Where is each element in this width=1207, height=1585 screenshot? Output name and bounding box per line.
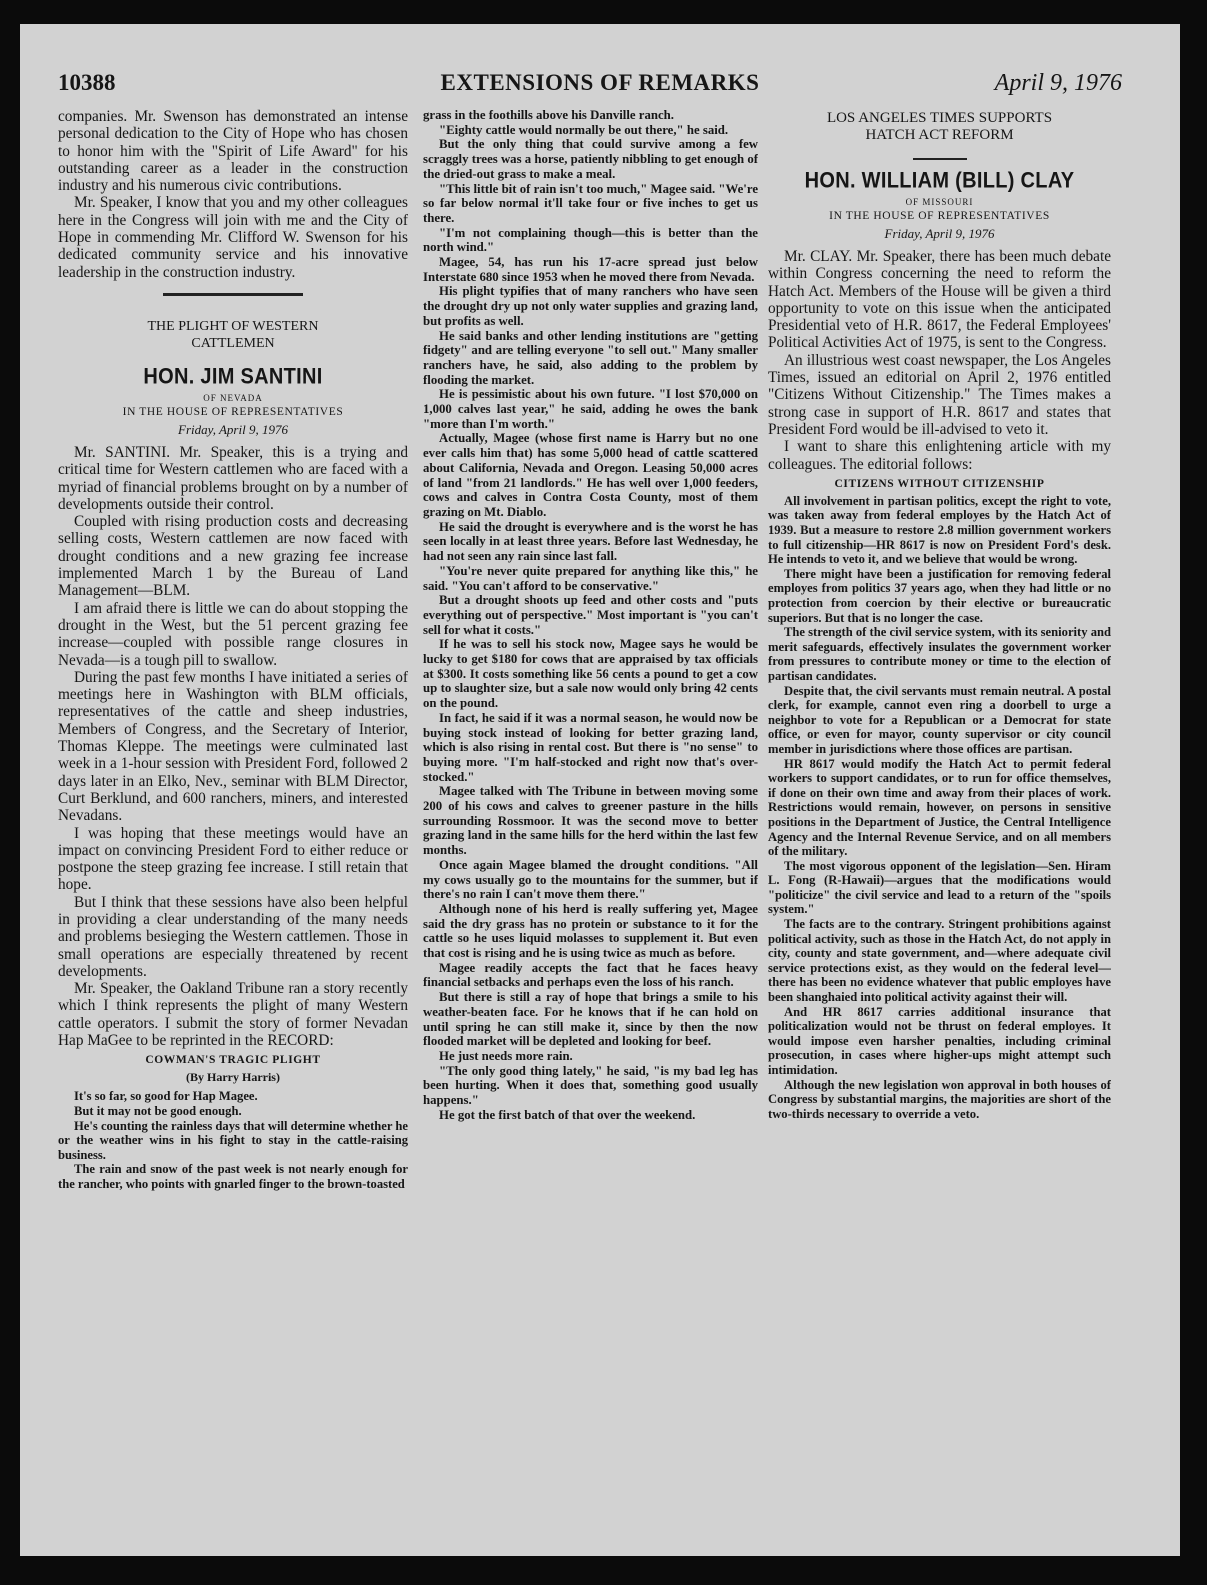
paragraph: But it may not be good enough.	[74, 1103, 242, 1118]
paragraph: It's so far, so good for Hap Magee.	[74, 1089, 258, 1104]
chamber-line: IN THE HOUSE OF REPRESENTATIVES	[829, 210, 1050, 222]
reprint-byline: (By Harry Harris)	[186, 1070, 280, 1085]
paragraph: He said the drought is everywhere and is the worst he has seen locally in at least three years. Before last Wednesday, he had not seen any rain since last fall.	[423, 519, 758, 564]
editorial-title: CITIZENS WITHOUT CITIZENSHIP	[834, 477, 1045, 490]
title-line: THE PLIGHT OF WESTERN	[147, 318, 319, 334]
paragraph: Although the new legislation won approval in both houses of Congress by substantial margins, the majorities are short of the two-thirds necessary to override a veto.	[768, 1077, 1111, 1121]
speaker-name: HON. JIM SANTINI	[143, 364, 323, 390]
column-1	[58, 108, 408, 1192]
title-line: CATTLEMEN	[191, 335, 275, 351]
document-page	[20, 24, 1180, 1556]
paragraph: He's counting the rainless days that will determine whether he or the weather wins in his fight to stay in the cattle-raising business.	[58, 1118, 408, 1162]
editorial-body	[768, 494, 1111, 1122]
remarks-date: Friday, April 9, 1976	[884, 226, 995, 241]
paragraph: grass in the foothills above his Danville ranch.	[423, 108, 674, 122]
paragraph: I want to share this enlightening article with my colleagues. The editorial follows:	[768, 438, 1111, 473]
paragraph: There might have been a justification for removing federal employes from politics 37 years ago, when they had little or no protection from coercion by their elective or bureaucratic superiors. But that is no longer the case.	[768, 566, 1111, 625]
santini-intro	[58, 108, 408, 281]
speaker-state: OF NEVADA	[203, 392, 263, 403]
paragraph: Coupled with rising production costs and decreasing selling costs, Western cattlemen are now faced with drought conditions and a new grazing fee increase implemented March 1 by the Bureau of Land Management—BLM.	[58, 513, 408, 600]
paragraph: But a drought shoots up feed and other costs and "puts everything out of perspective." Most important is "you can't sell for what it costs."	[423, 593, 758, 637]
paragraph: "Eighty cattle would normally be out there," he said.	[439, 122, 729, 137]
section-divider	[913, 158, 967, 160]
remarks-date: Friday, April 9, 1976	[178, 421, 288, 437]
paragraph: He got the first batch of that over the weekend.	[439, 1107, 696, 1122]
paragraph: The rain and snow of the past week is not nearly enough for the rancher, who points with gnarled finger to the brown-toasted	[58, 1162, 408, 1191]
paragraph: Mr. Speaker, I know that you and my other colleagues here in the Congress will join with me and the City of Hope in commending Mr. Clifford W. Swenson for his dedicated community service and his innovative leadership in the construction industry.	[58, 194, 408, 281]
paragraph: Although none of his herd is really suffering yet, Magee said the dry grass has no protein or substance to it for the cattle so he uses liquid molasses to supplement it. But even that cost is rising and he is using twice as much as before.	[423, 901, 758, 961]
reprint-title: COWMAN'S TRAGIC PLIGHT	[145, 1054, 321, 1067]
column-3	[768, 108, 1111, 1121]
paragraph: He is pessimistic about his own future. "I lost $70,000 on 1,000 calves last year," he said, adding he owes the bank "more than I'm worth."	[423, 387, 758, 431]
paragraph: I was hoping that these meetings would have an impact on convincing President Ford to either reduce or postpone the steep grazing fee increase. I still retain that hope.	[58, 824, 408, 894]
paragraph: I am afraid there is little we can do about stopping the drought in the West, but the 51 percent grazing fee increase—coupled with possible range closures in Nevada—is a tough pill to swallow.	[58, 599, 408, 669]
reprint-continued	[423, 108, 758, 1123]
paragraph: All involvement in partisan politics, except the right to vote, was taken away from federal employes by the Hatch Act of 1939. But a measure to restore 2.8 million government workers to full citizenship—HR 8617 is now on President Ford's desk. He intends to veto it, and we believe that would be wrong.	[768, 493, 1111, 567]
paragraph: And HR 8617 carries additional insurance that politicalization would not be thrust on federal employes. It would impose even harsher penalties, including criminal prosecution, in cases where higher-ups might attempt such intimidation.	[768, 1004, 1111, 1078]
santini-remarks	[58, 444, 408, 1049]
paragraph: During the past few months I have initiated a series of meetings here in Washington with BLM officials, representatives of the cattle and sheep industries, Members of Congress, and the Secretary of Interior, Thomas Kleppe. The meetings were culminated last week in a 1-hour session with President Ford, followed 2 days later in an Elko, Nev., seminar with BLM Director, Curt Berklund, and 600 ranchers, miners, and interested Nevadans.	[58, 668, 408, 825]
section-title: EXTENSIONS OF REMARKS	[440, 70, 760, 95]
paragraph: Mr. SANTINI. Mr. Speaker, this is a trying and critical time for Western cattlemen who are faced with a myriad of financial problems brought on by a number of developments outside their control.	[58, 443, 408, 513]
section-divider	[163, 293, 303, 296]
paragraph: Mr. Speaker, the Oakland Tribune ran a story recently which I think represents the plight of many Western cattle operators. I submit the story of former Nevadan Hap MaGee to be reprinted in the RECORD:	[58, 980, 408, 1050]
page-header	[20, 70, 1180, 110]
paragraph: Magee, 54, has run his 17-acre spread just below Interstate 680 since 1953 when he moved there from Nevada.	[423, 255, 758, 284]
reprint-body	[58, 1089, 408, 1191]
paragraph: Magee talked with The Tribune in between moving some 200 of his cows and calves to greener pasture in the hills surrounding Rossmoor. It was the second move to better grazing land in the same hills for the herd within the last few months.	[423, 784, 758, 858]
paragraph: His plight typifies that of many ranchers who have seen the drought dry up not only water supplies and grazing land, but profits as well.	[423, 284, 758, 328]
speaker-name: HON. WILLIAM (BILL) CLAY	[804, 168, 1075, 194]
paragraph: Despite that, the civil servants must remain neutral. A postal clerk, for example, cannot even ring a doorbell to urge a neighbor to vote for a Republican or a Democrat for state office, or even for mayor, county supervisor or city council member in jurisdictions where those offices are partisan.	[768, 683, 1111, 756]
paragraph: HR 8617 would modify the Hatch Act to permit federal workers to support candidates, or to run for office themselves, if done on their own time and away from their places of work. Restrictions would remain, however, on persons in sensitive positions in the Department of Justice, the Central Intelligence Agency and the Internal Revenue Service, and on all members of the military.	[768, 756, 1111, 859]
paragraph: But I think that these sessions have also been helpful in providing a clear understanding of the many needs and problems besieging the Western cattlemen. Those in small operations are especially threatened by recent developments.	[58, 893, 408, 980]
paragraph: "I'm not complaining though—this is better than the north wind."	[423, 225, 758, 255]
paragraph: He said banks and other lending institutions are "getting fidgety" and are telling everyone "to sell out." Many smaller ranchers have, he said, also adding to the problem by flooding the market.	[423, 328, 758, 387]
paragraph: "The only good thing lately," he said, "is my bad leg has been hurting. When it does that, something good usually happens."	[423, 1063, 758, 1108]
chamber-line: IN THE HOUSE OF REPRESENTATIVES	[122, 405, 344, 418]
page-number: 10388	[58, 70, 116, 95]
title-line: LOS ANGELES TIMES SUPPORTS	[826, 110, 1053, 126]
paragraph: The facts are to the contrary. Stringent prohibitions against political activity, such as those in the Hatch Act, do not apply in city, county and state government, and—where adequate civil service protections exist, as they would on the federal level—there has been no evidence whatever that public employes have been shanghaied into political activity against their will.	[768, 917, 1111, 1005]
paragraph: "You're never quite prepared for anything like this," he said. "You can't afford to be conservative."	[423, 563, 758, 593]
speaker-state: OF MISSOURI	[905, 197, 974, 207]
paragraph: Mr. CLAY. Mr. Speaker, there has been much debate within Congress concerning the need to reform the Hatch Act. Members of the House will be given a third opportunity to vote on this issue when the anticipated Presidential veto of H.R. 8617, the Federal Employees' Political Activities Act of 1975, is sent to the Congress.	[768, 248, 1111, 352]
paragraph: In fact, he said if it was a normal season, he would now be buying stock instead of looking for better grazing land, which is also rising in rental cost. But there is "no sense" to buying more. "I'm half-stocked and right now that's over-stocked."	[423, 710, 758, 784]
paragraph: But the only thing that could survive among a few scraggly trees was a horse, patiently nibbling to get enough of the dried-out grass to make a meal.	[423, 137, 758, 181]
title-line: HATCH ACT REFORM	[865, 127, 1014, 143]
paragraph: The strength of the civil service system, with its seniority and merit safeguards, effectively insulates the government worker from pressures to contribute money or time to the election of partisan candidates.	[768, 625, 1111, 683]
clay-remarks	[768, 248, 1111, 473]
paragraph: Once again Magee blamed the drought conditions. "All my cows usually go to the mountains for the summer, but if there's no rain I can't move them there."	[423, 857, 758, 902]
paragraph: companies. Mr. Swenson has demonstrated an intense personal dedication to the City of Hope who has chosen to honor him with the "Spirit of Life Award" for his outstanding career as a leader in the construction industry and his numerous civic contributions.	[58, 108, 408, 195]
page-date: April 9, 1976	[994, 70, 1122, 96]
paragraph: "This little bit of rain isn't too much," Magee said. "We're so far below normal it'll take four or five inches to get us there.	[423, 181, 758, 225]
paragraph: The most vigorous opponent of the legislation—Sen. Hiram L. Fong (R-Hawaii)—argues that the modifications would "politicize" the civil service and lead to a return of the "spoils system."	[768, 858, 1111, 917]
paragraph: Magee readily accepts the fact that he faces heavy financial setbacks and perhaps even the loss of his ranch.	[423, 960, 758, 990]
paragraph: If he was to sell his stock now, Magee says he would be lucky to get $180 for cows that are appraised by tax officials at $300. It costs something like 56 cents a pound to get a cow up to slaughter size, but a sale now would only bring 42 cents on the pound.	[423, 637, 758, 711]
paragraph: An illustrious west coast newspaper, the Los Angeles Times, issued an editorial on April 2, 1976 entitled "Citizens Without Citizenship." The Times makes a strong case in support of H.R. 8617 and states that President Ford would be ill-advised to veto it.	[768, 351, 1111, 438]
paragraph: Actually, Magee (whose first name is Harry but no one ever calls him that) has some 5,000 head of cattle scattered about California, Nevada and Oregon. Leasing 50,000 acres of land "from 21 landlords." He has well over 1,000 feeders, cows and calves in Contra Costa County, most of them grazing on Mt. Diablo.	[423, 431, 758, 519]
article-title	[768, 110, 1111, 144]
paragraph: He just needs more rain.	[439, 1049, 573, 1063]
column-2	[423, 108, 758, 1123]
paragraph: But there is still a ray of hope that brings a smile to his weather-beaten face. For he knows that if he can hold on until spring he can still make it, since by then the now flooded market will be depleted and looking for beef.	[423, 990, 758, 1049]
article-title	[58, 318, 408, 352]
